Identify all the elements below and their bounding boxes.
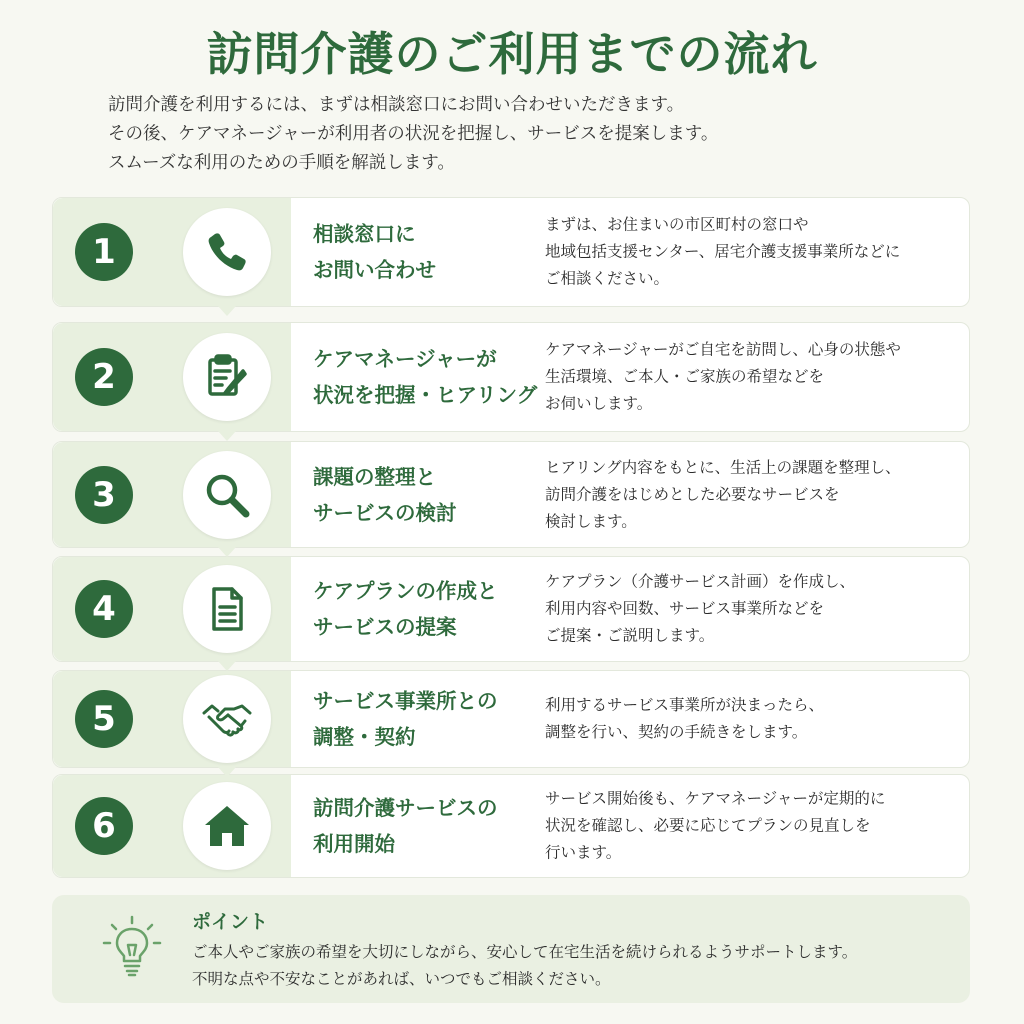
step-desc-line: 行います。 <box>545 843 622 862</box>
step-card-4 <box>52 556 970 662</box>
intro-line: スムーズな利用のための手順を解説します。 <box>108 153 455 173</box>
step-heading <box>313 683 538 755</box>
page-title: 訪問介護のご利用までの流れ <box>206 27 818 81</box>
step-heading <box>313 341 538 413</box>
step-desc-line: お伺いします。 <box>545 394 653 413</box>
step-card-6 <box>52 774 970 878</box>
step-card-5 <box>52 670 970 768</box>
step-desc-line: ケアマネージャーがご自宅を訪問し、心身の状態や <box>545 340 901 359</box>
flow-arrow-icon <box>218 547 236 557</box>
step-heading-line: ケアマネージャーが <box>313 347 497 371</box>
step-number-badge: 3 <box>75 466 133 524</box>
step-description <box>545 212 955 293</box>
step-heading-line: お問い合わせ <box>313 258 436 282</box>
handshake-icon <box>183 675 271 763</box>
step-heading <box>313 790 538 862</box>
point-text-line: 不明な点や不安なことがあれば、いつでもご相談ください。 <box>192 970 611 988</box>
step-card-2 <box>52 322 970 432</box>
flow-arrow-icon <box>218 306 236 316</box>
step-heading <box>313 459 538 531</box>
point-text-line: ご本人やご家族の希望を大切にしながら、安心して在宅生活を続けられるようサポートします。 <box>192 943 858 961</box>
step-description <box>545 454 955 535</box>
flow-arrow-icon <box>218 661 236 671</box>
step-desc-line: 訪問介護をはじめとした必要なサービスを <box>545 485 840 503</box>
step-desc-line: 生活環境、ご本人・ご家族の希望などを <box>545 367 825 386</box>
step-number-badge: 4 <box>75 580 133 638</box>
step-desc-line: 状況を確認し、必要に応じてプランの見直しを <box>545 816 871 835</box>
point-title: ポイント <box>192 911 269 933</box>
step-heading-line: サービスの提案 <box>313 615 457 639</box>
step-heading-line: 課題の整理と <box>313 464 436 489</box>
step-desc-line: 検討します。 <box>545 512 637 530</box>
step-desc-line: 利用するサービス事業所が決まったら、 <box>545 696 825 714</box>
step-number-badge: 6 <box>75 797 133 855</box>
phone-icon <box>183 208 271 296</box>
step-description <box>545 337 955 418</box>
point-text <box>192 939 857 993</box>
step-heading-line: 調整・契約 <box>313 725 416 749</box>
step-heading-line: サービスの検討 <box>313 500 457 525</box>
step-heading-line: サービス事業所との <box>313 689 498 713</box>
step-heading-line: ケアプランの作成と <box>313 579 498 603</box>
magnifier-icon <box>183 451 271 539</box>
step-desc-line: ケアプラン（介護サービス計画）を作成し、 <box>545 572 856 591</box>
clipboard-icon <box>183 333 271 421</box>
lightbulb-icon <box>100 915 164 981</box>
step-card-3 <box>52 441 970 548</box>
step-heading <box>313 216 538 288</box>
step-desc-line: まずは、お住まいの市区町村の窓口や <box>545 215 809 234</box>
step-desc-line: ご相談ください。 <box>545 269 670 288</box>
step-desc-line: 利用内容や回数、サービス事業所などを <box>545 599 825 618</box>
step-number-badge: 2 <box>75 348 133 406</box>
step-desc-line: 調整を行い、契約の手続きをします。 <box>545 723 808 741</box>
step-heading-line: 状況を把握・ヒアリング <box>313 383 538 407</box>
house-icon <box>183 782 271 870</box>
step-number-badge: 1 <box>75 223 133 281</box>
intro-line: その後、ケアマネージャーが利用者の状況を把握し、サービスを提案します。 <box>108 124 719 144</box>
step-heading <box>313 573 538 645</box>
step-desc-line: ご提案・ご説明します。 <box>545 626 715 645</box>
step-heading-line: 利用開始 <box>313 832 395 856</box>
step-desc-line: 地域包括支援センター、居宅介護支援事業所などに <box>545 242 901 261</box>
step-heading-line: 相談窓口に <box>313 222 416 246</box>
step-card-1 <box>52 197 970 307</box>
point-box <box>52 895 970 1003</box>
flow-arrow-icon <box>218 431 236 441</box>
step-heading-line: 訪問介護サービスの <box>313 796 498 820</box>
step-desc-line: ヒアリング内容をもとに、生活上の課題を整理し、 <box>545 458 901 476</box>
step-description <box>545 692 955 746</box>
flow-arrow-icon <box>218 767 236 777</box>
step-desc-line: サービス開始後も、ケアマネージャーが定期的に <box>545 789 886 808</box>
intro-text <box>108 91 928 178</box>
document-icon <box>183 565 271 653</box>
step-description <box>545 786 955 867</box>
step-description <box>545 569 955 650</box>
step-number-badge: 5 <box>75 690 133 748</box>
intro-line: 訪問介護を利用するには、まずは相談窓口にお問い合わせいただきます。 <box>108 95 685 115</box>
